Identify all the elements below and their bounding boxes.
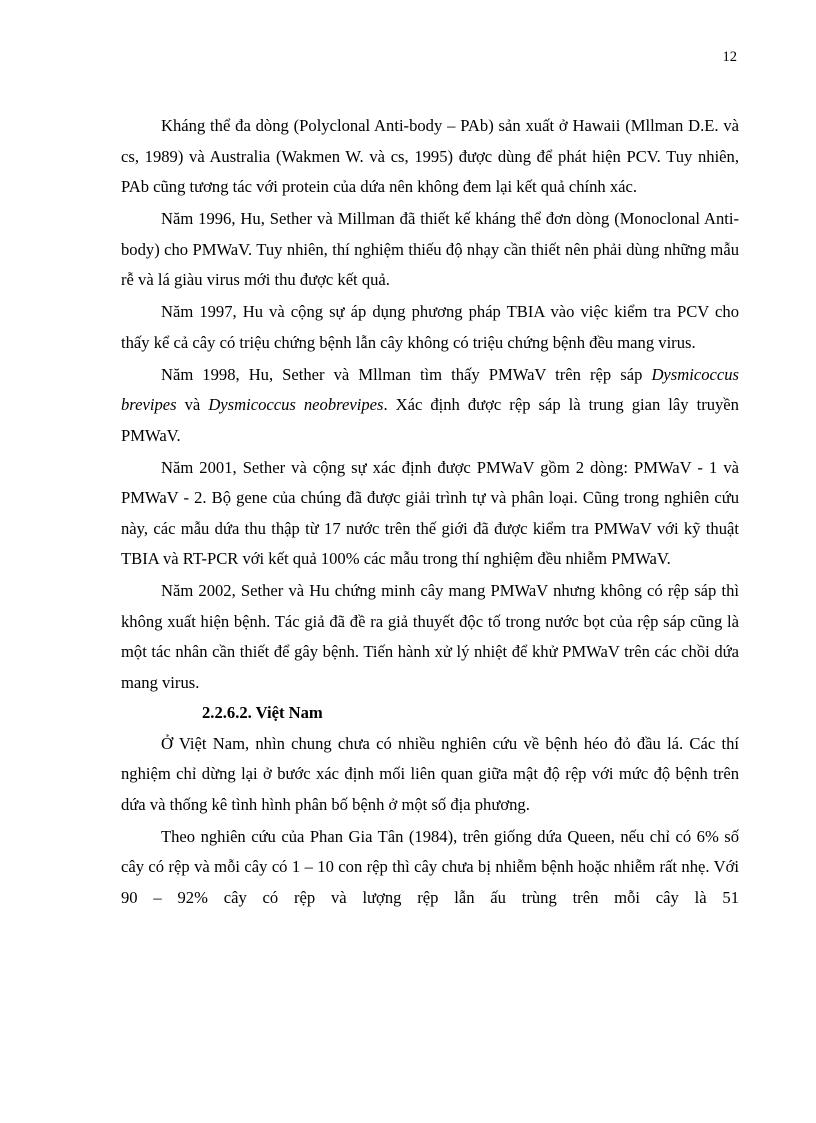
paragraph-viet-nam-overview: Ở Việt Nam, nhìn chung chưa có nhiều nghiên cứu về bệnh héo đỏ đầu lá. Các thí nghiệm chỉ dừng lại ở bước xác định mối liên quan giữa mật độ rệp với mức độ bệnh trên dứa và thống kê tình hình phân bố bệnh ở một số địa phương.: [121, 733, 739, 814]
paragraph-1997: Năm 1997, Hu và cộng sự áp dụng phương pháp TBIA vào việc kiểm tra PCV cho thấy kể cả cây có triệu chứng bệnh lẫn cây không có triệu chứng bệnh đều mang virus.: [121, 302, 739, 352]
paragraph-1998: [121, 360, 739, 452]
section-heading-viet-nam: 2.2.6.2. Việt Nam: [202, 703, 323, 722]
paragraph-polyclonal-antibody: Kháng thể đa dòng (Polyclonal Anti-body – PAb) sản xuất ở Hawaii (Mllman D.E. và cs, 1989) và Australia (Wakmen W. và cs, 1995) được dùng để phát hiện PCV. Tuy nhiên, PAb cũng tương tác với protein của dứa nên không đem lại kết quả chính xác.: [121, 116, 739, 196]
species-name-neobrevipes: Dysmicoccus neobrevipes: [208, 395, 384, 414]
paragraph-phan-gia-tan: Theo nghiên cứu của Phan Gia Tân (1984), trên giống dứa Queen, nếu chỉ có 6% số cây có rệp và mỗi cây có 1 – 10 con rệp thì cây chưa bị nhiễm bệnh hoặc nhiễm rất nhẹ. Với 90 – 92% cây có rệp và lượng rệp lẫn ấu trùng trên mỗi cây là 51: [121, 826, 739, 907]
page-number: 12: [722, 49, 737, 65]
paragraph-2001: Năm 2001, Sether và cộng sự xác định được PMWaV gồm 2 dòng: PMWaV - 1 và PMWaV - 2. Bộ gene của chúng đã được giải trình tự và phân loại. Cũng trong nghiên cứu này, các mẫu dứa thu thập từ 17 nước trên thế giới đã được kiểm tra PMWaV với kỹ thuật TBIA và RT-PCR với kết quả 100% các mẫu trong thí nghiệm đều nhiễm PMWaV.: [121, 457, 739, 568]
body-text: [121, 111, 739, 913]
paragraph-1996: Năm 1996, Hu, Sether và Millman đã thiết kế kháng thể đơn dòng (Monoclonal Anti-body) cho PMWaV. Tuy nhiên, thí nghiệm thiếu độ nhạy cần thiết nên phải dùng những mẫu rễ và lá giàu virus mới thu được kết quả.: [121, 209, 739, 289]
paragraph-1998-text-end: . Xác định được rệp sáp là trung gian lây truyền PMWaV.: [121, 395, 739, 445]
paragraph-2002: Năm 2002, Sether và Hu chứng minh cây mang PMWaV nhưng không có rệp sáp thì không xuất hiện bệnh. Tác giả đã đề ra giả thuyết độc tố trong nước bọt của rệp sáp cũng là một tác nhân cần thiết để gây bệnh. Tiến hành xử lý nhiệt để khử PMWaV trên các chồi dứa mang virus.: [121, 581, 739, 692]
paragraph-1998-text-start: Năm 1998, Hu, Sether và Mllman tìm thấy PMWaV trên rệp sáp: [161, 364, 652, 384]
paragraph-1998-conjunction: và: [176, 395, 209, 414]
species-name-brevipes: Dysmicoccus brevipes: [121, 364, 739, 414]
